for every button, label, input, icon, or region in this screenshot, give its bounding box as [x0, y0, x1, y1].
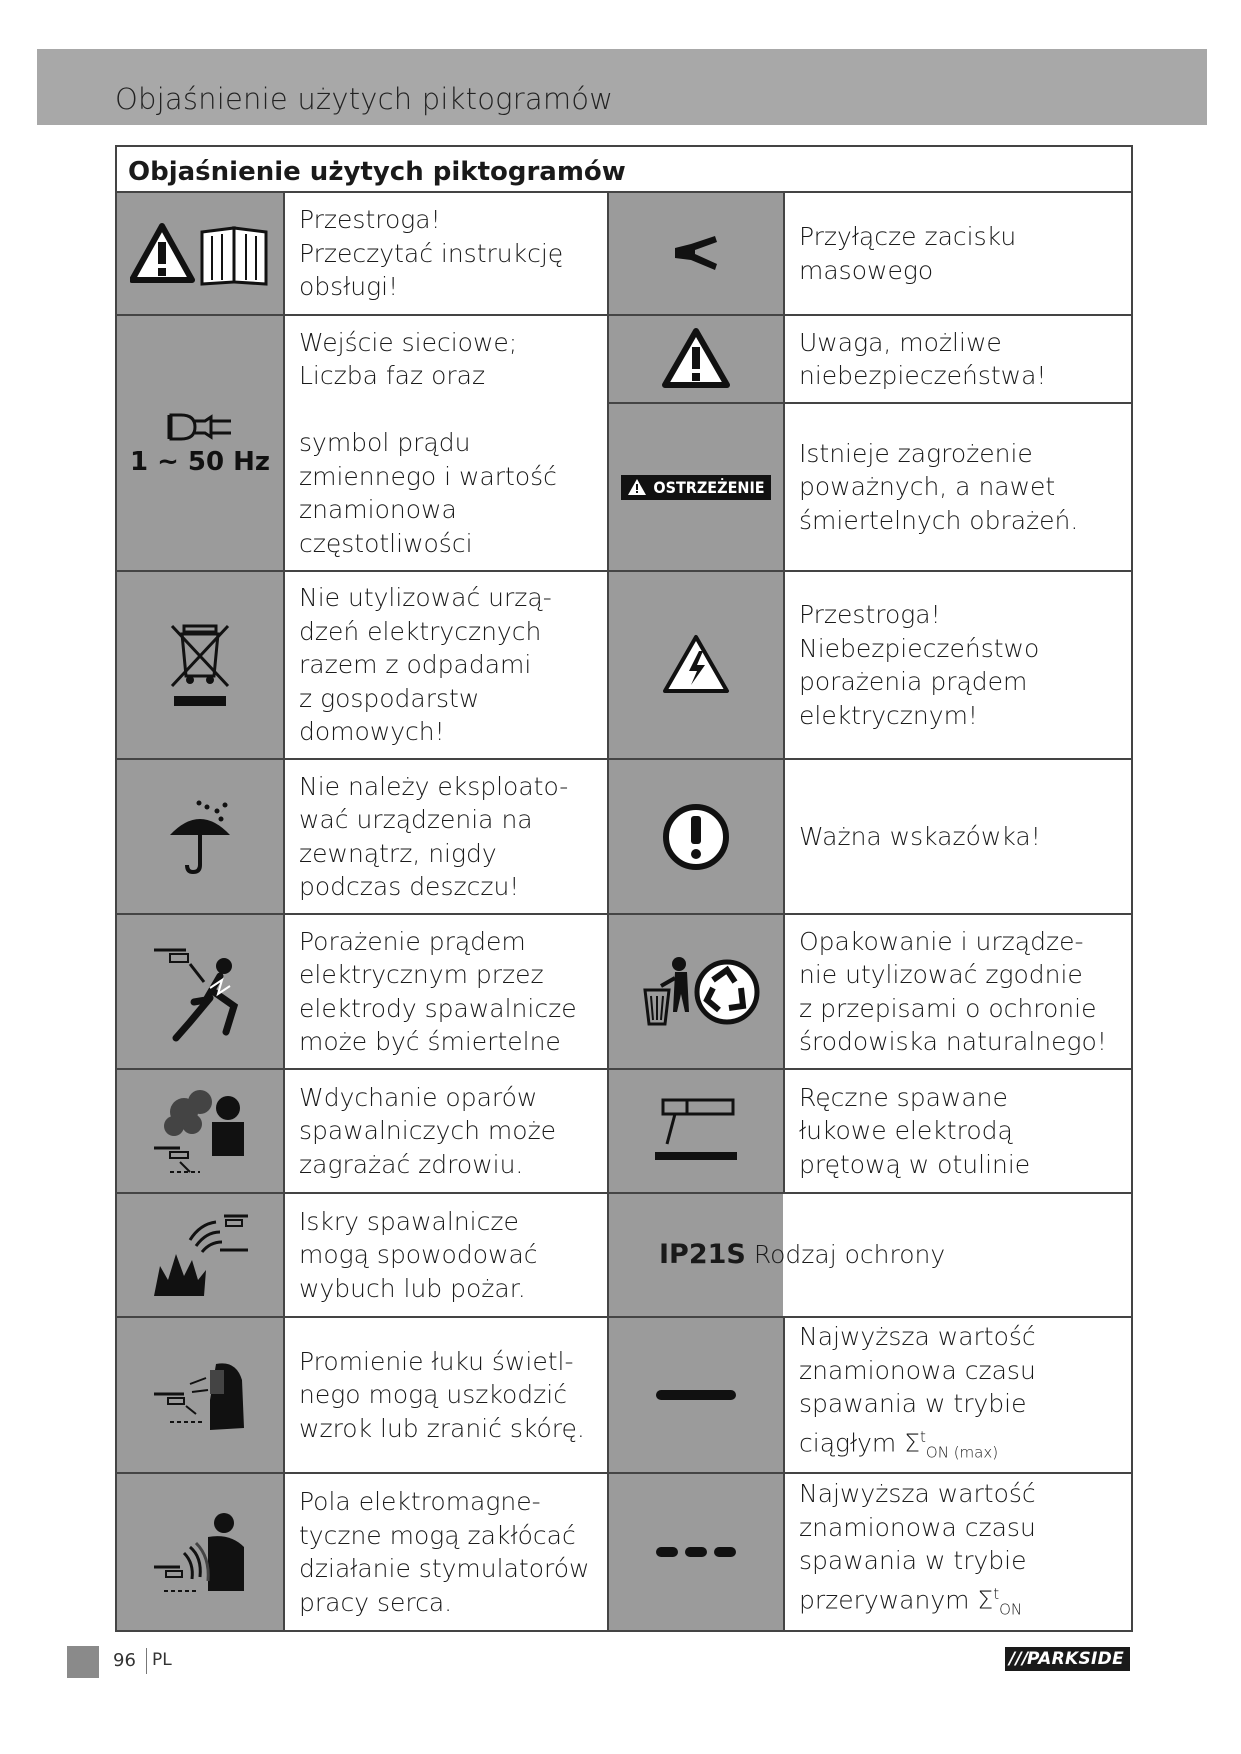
- grid-line: [117, 570, 1131, 572]
- icon-cell-right-2: [609, 316, 783, 402]
- icon-cell-right-7: [609, 1070, 783, 1192]
- text-cell-left-8: [285, 1318, 607, 1472]
- text-cell-right-5: [785, 760, 1131, 913]
- right-description-2: Uwaga, możliwe niebezpieczeństwa!: [799, 327, 1047, 390]
- ip-code-label: IP21S: [659, 1239, 746, 1271]
- recycling-icon: [631, 952, 761, 1032]
- left-description-3: Nie utylizować urzą- dzeń elektrycznych razem z odpadami z gospodarstw domowych!: [299, 583, 552, 747]
- mains-plug-label: 1 ~ 50 Hz: [129, 447, 271, 477]
- icon-cell-left-3: [117, 572, 283, 758]
- sigma-superscript: t: [920, 1427, 926, 1446]
- icon-cell-left-4: [117, 760, 283, 913]
- electrode-shock-icon: [150, 942, 250, 1042]
- text-cell-left-5: [285, 915, 607, 1068]
- text-cell-left-7: [285, 1194, 607, 1316]
- text-cell-left-4: [285, 760, 607, 913]
- warning-label-text: OSTRZEŻENIE: [653, 477, 765, 497]
- ip-code-row: [659, 1194, 1131, 1316]
- grid-line: [117, 1316, 1131, 1318]
- icon-cell-left-2: [117, 316, 283, 570]
- right-description-5: Ważna wskazówka!: [799, 821, 1041, 851]
- grid-line: [607, 193, 609, 1630]
- electromagnetic-fields-icon: [150, 1507, 250, 1597]
- grid-line: [117, 314, 1131, 316]
- sigma-subscript: ON (max): [925, 1443, 999, 1462]
- warning-label-icon: [621, 475, 770, 500]
- text-cell-left-6: [285, 1070, 607, 1192]
- left-description-8: Promienie łuku świetl- nego mogą uszkodzić wzrok lub zranić skórę.: [299, 1346, 585, 1443]
- icon-cell-left-5: [117, 915, 283, 1068]
- left-description-7: Iskry spawalnicze mogą spowodować wybuch lub pożar.: [299, 1206, 538, 1303]
- footer-divider: [146, 1648, 147, 1674]
- grid-line: [607, 402, 1131, 404]
- left-description-4: Nie należy eksploato- wać urządzenia na zewnątrz, nigdy podczas deszczu!: [299, 771, 569, 901]
- welding-fumes-icon: [150, 1086, 250, 1176]
- warning-label-triangle-icon: [627, 478, 647, 496]
- right-description-9: Najwyższa wartość znamionowa czasu spawania w trybie ciągłym Σ: [799, 1322, 1036, 1458]
- text-cell-right-1: [785, 193, 1131, 314]
- arc-rays-icon: [150, 1350, 250, 1440]
- sigma-superscript: t: [993, 1584, 1000, 1603]
- icon-cell-right-3: [609, 404, 783, 570]
- text-cell-left-2: [285, 316, 607, 570]
- icon-cell-left-7: [117, 1194, 283, 1316]
- sigma-subscript: ON: [999, 1600, 1023, 1619]
- text-cell-left-1: [285, 193, 607, 314]
- header-bar: [37, 49, 1207, 125]
- mma-welding-icon: [651, 1096, 741, 1166]
- left-description-1: Przestroga! Przeczytać instrukcję obsługi!: [299, 205, 564, 302]
- icon-cell-right-1: [609, 193, 783, 314]
- text-cell-right-9: [785, 1318, 1131, 1472]
- right-description-6: Opakowanie i urządze- nie utylizować zgodnie z przepisami o ochronie środowiska naturalnego!: [799, 926, 1107, 1056]
- icon-cell-left-1: [117, 193, 283, 314]
- mains-plug-icon: [165, 409, 235, 445]
- text-cell-right-6: [785, 915, 1131, 1068]
- icon-cell-right-10: [609, 1474, 783, 1630]
- brand-logo: [1005, 1647, 1130, 1671]
- grid-line: [117, 1068, 1131, 1070]
- grid-line: [283, 193, 285, 1630]
- text-cell-right-2: [785, 316, 1131, 402]
- grid-line: [117, 913, 1131, 915]
- warning-triangle-icon: [661, 327, 731, 391]
- ground-clamp-icon: [671, 234, 721, 274]
- dashed-line-icon: [654, 1544, 738, 1560]
- icon-cell-left-8: [117, 1318, 283, 1472]
- icon-cell-right-9: [609, 1318, 783, 1472]
- right-description-7: Ręczne spawane łukowe elektrodą prętową w otulinie: [799, 1082, 1031, 1179]
- warning-read-manual-icon: [130, 222, 270, 286]
- brand-prefix: ///: [1009, 1649, 1029, 1669]
- page-header-title: Objaśnienie użytych piktogramów: [115, 82, 614, 116]
- icon-cell-right-5: [609, 760, 783, 913]
- grid-line: [117, 1472, 1131, 1474]
- left-description-6: Wdychanie oparów spawalniczych może zagrażać zdrowiu.: [299, 1082, 557, 1179]
- pictogram-table: [115, 145, 1133, 1632]
- right-description-8: Rodzaj ochrony: [753, 1240, 946, 1270]
- icon-cell-right-6: [609, 915, 783, 1068]
- brand-name: PARKSIDE: [1026, 1649, 1124, 1669]
- left-description-9: Pola elektromagne- tyczne mogą zakłócać działanie stymulatorów pracy serca.: [299, 1487, 590, 1617]
- right-description-4: Przestroga! Niebezpieczeństwo porażenia prądem elektrycznym!: [799, 600, 1040, 730]
- right-description-3: Istnieje zagrożenie poważnych, a nawet śmiertelnych obrażeń.: [799, 438, 1079, 535]
- table-title: Objaśnienie użytych piktogramów: [117, 147, 1131, 193]
- page-number: 96: [113, 1650, 136, 1671]
- grid-line: [783, 193, 785, 1194]
- text-cell-right-7: [785, 1070, 1131, 1192]
- high-voltage-icon: [661, 633, 731, 697]
- text-cell-left-9: [285, 1474, 607, 1630]
- footer-marker: [67, 1646, 99, 1678]
- text-cell-right-3: [785, 404, 1131, 570]
- right-description-1: Przyłącze zacisku masowego: [799, 222, 1017, 285]
- crossed-bin-icon: [168, 620, 232, 710]
- language-code: PL: [152, 1650, 172, 1670]
- welding-sparks-icon: [150, 1210, 250, 1300]
- right-description-10: Najwyższa wartość znamionowa czasu spawania w trybie przerywanym Σ: [799, 1479, 1036, 1615]
- icon-cell-left-9: [117, 1474, 283, 1630]
- grid-line: [117, 758, 1131, 760]
- icon-cell-left-6: [117, 1070, 283, 1192]
- left-description-5: Porażenie prądem elektrycznym przez elektrody spawalnicze może być śmiertelne: [299, 926, 577, 1056]
- icon-cell-right-4: [609, 572, 783, 758]
- text-cell-right-10: [785, 1474, 1131, 1630]
- umbrella-rain-icon: [165, 799, 235, 875]
- left-description-2: Wejście sieciowe; Liczba faz oraz symbol prądu zmiennego i wartość znamionowa częstotliwości: [299, 327, 557, 558]
- text-cell-left-3: [285, 572, 607, 758]
- text-cell-right-4: [785, 572, 1131, 758]
- solid-line-icon: [654, 1387, 738, 1403]
- grid-line: [117, 1192, 1131, 1194]
- exclamation-circle-icon: [661, 802, 731, 872]
